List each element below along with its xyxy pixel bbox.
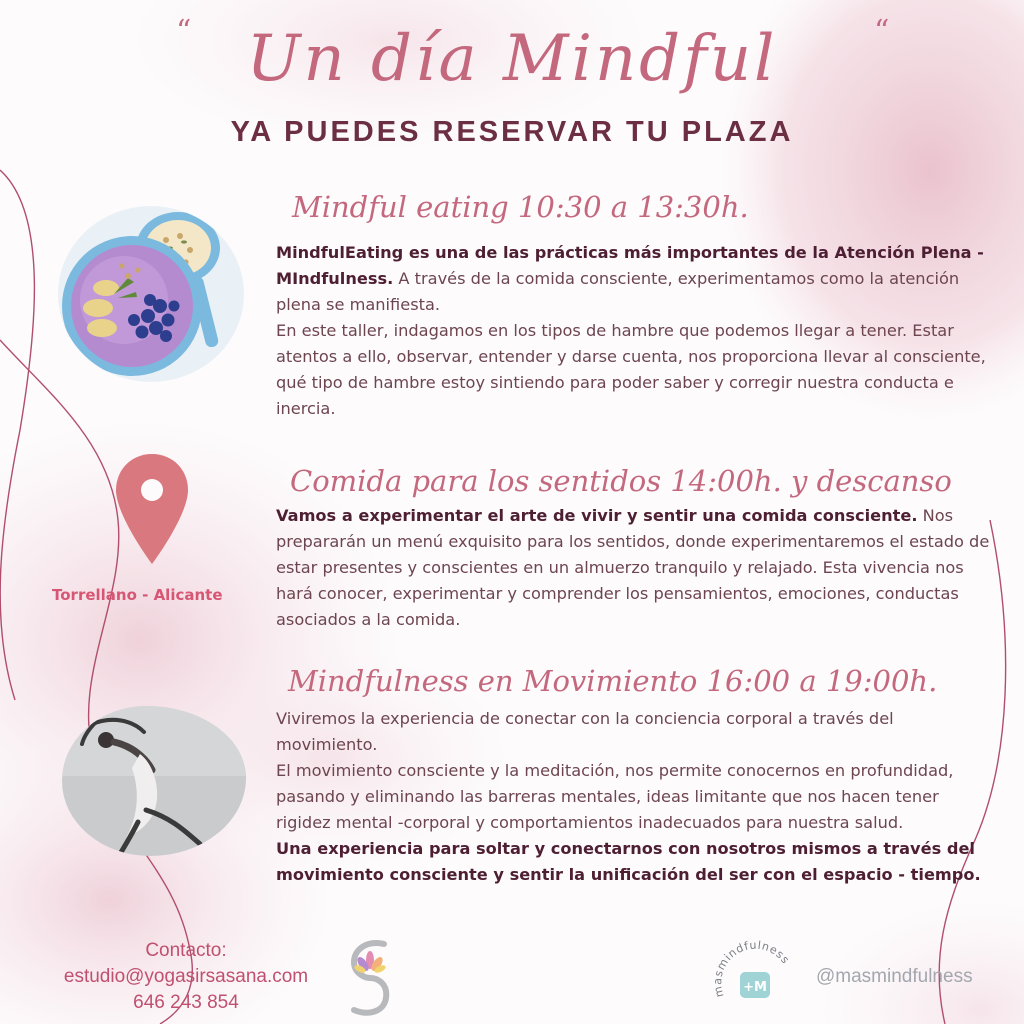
section-paragraph: En este taller, indagamos en los tipos de hambre que podemos llegar a tener. Estar atentos a ello, observar, entender y darse cuenta, nos proporciona llevar al consciente, qué tipo de hambre estoy sintiendo para poder saber y corregir nuestra conducta e inercia. xyxy=(276,321,986,418)
contact-email[interactable]: estudio@yogasirsasana.com xyxy=(63,966,309,987)
contact-phone[interactable]: 646 243 854 xyxy=(133,992,239,1013)
logo-badge-text: +M xyxy=(743,980,767,995)
masmindfulness-logo xyxy=(712,936,798,1016)
section-lead-bold: Vamos a experimentar el arte de vivir y sentir una comida consciente. xyxy=(276,506,918,525)
logo-arc-text: masmindfulness xyxy=(712,938,793,999)
section-lead-bold: MindfulEating es una de las prácticas más importantes de la Atención Plena - MIndfulness. xyxy=(276,243,984,288)
contact-label: Contacto: xyxy=(145,940,227,961)
section-paragraph: El movimiento consciente y la meditación, nos permite conocernos en profundidad, pasando y eliminando las barreras mentales, ideas limitante que nos hacen tener rigidez mental -corporal y comportamientos inadecuados para nuestra salud. xyxy=(276,761,954,832)
section-body-movimiento xyxy=(276,706,988,888)
social-handle[interactable]: @masmindfulness xyxy=(816,966,973,987)
location-label: Torrellano - Alicante xyxy=(52,586,223,604)
section-title-comida: Comida para los sentidos 14:00h. y descanso xyxy=(290,464,952,498)
page-subtitle: YA PUEDES RESERVAR TU PLAZA xyxy=(230,116,794,148)
section-body-mindful-eating xyxy=(276,240,992,422)
page-title: Un día Mindful xyxy=(246,22,778,96)
opening-quote: “ xyxy=(176,14,192,49)
section-paragraph: Viviremos la experiencia de conectar con la conciencia corporal a través del movimiento. xyxy=(276,709,894,754)
closing-quote: “ xyxy=(874,14,890,49)
section-title-mindful-eating: Mindful eating 10:30 a 13:30h. xyxy=(292,190,749,224)
section-title-movimiento: Mindfulness en Movimiento 16:00 a 19:00h. xyxy=(288,664,938,698)
map-pin-icon xyxy=(114,452,190,572)
smoothie-bowl-photo xyxy=(58,206,244,382)
section-lead-text: A través de la comida consciente, experimentamos como la atención plena se manifiesta. xyxy=(276,269,960,314)
studio-logo-icon xyxy=(344,938,396,1022)
section-lead-text: Nos prepararán un menú exquisito para los sentidos, donde experimentaremos el estado de estar presentes y conscientes en un almuerzo tranquilo y relajado. Esta vivencia nos hará conocer, experimentar y comprender los pensamientos, emociones, conductas asociados a la comida. xyxy=(276,506,990,629)
contact-block xyxy=(30,938,342,1016)
section-body-comida xyxy=(276,503,994,633)
section-closing-bold: Una experiencia para soltar y conectarnos con nosotros mismos a través del movimiento consciente y sentir la unificación del ser con el espacio - tiempo. xyxy=(276,839,981,884)
